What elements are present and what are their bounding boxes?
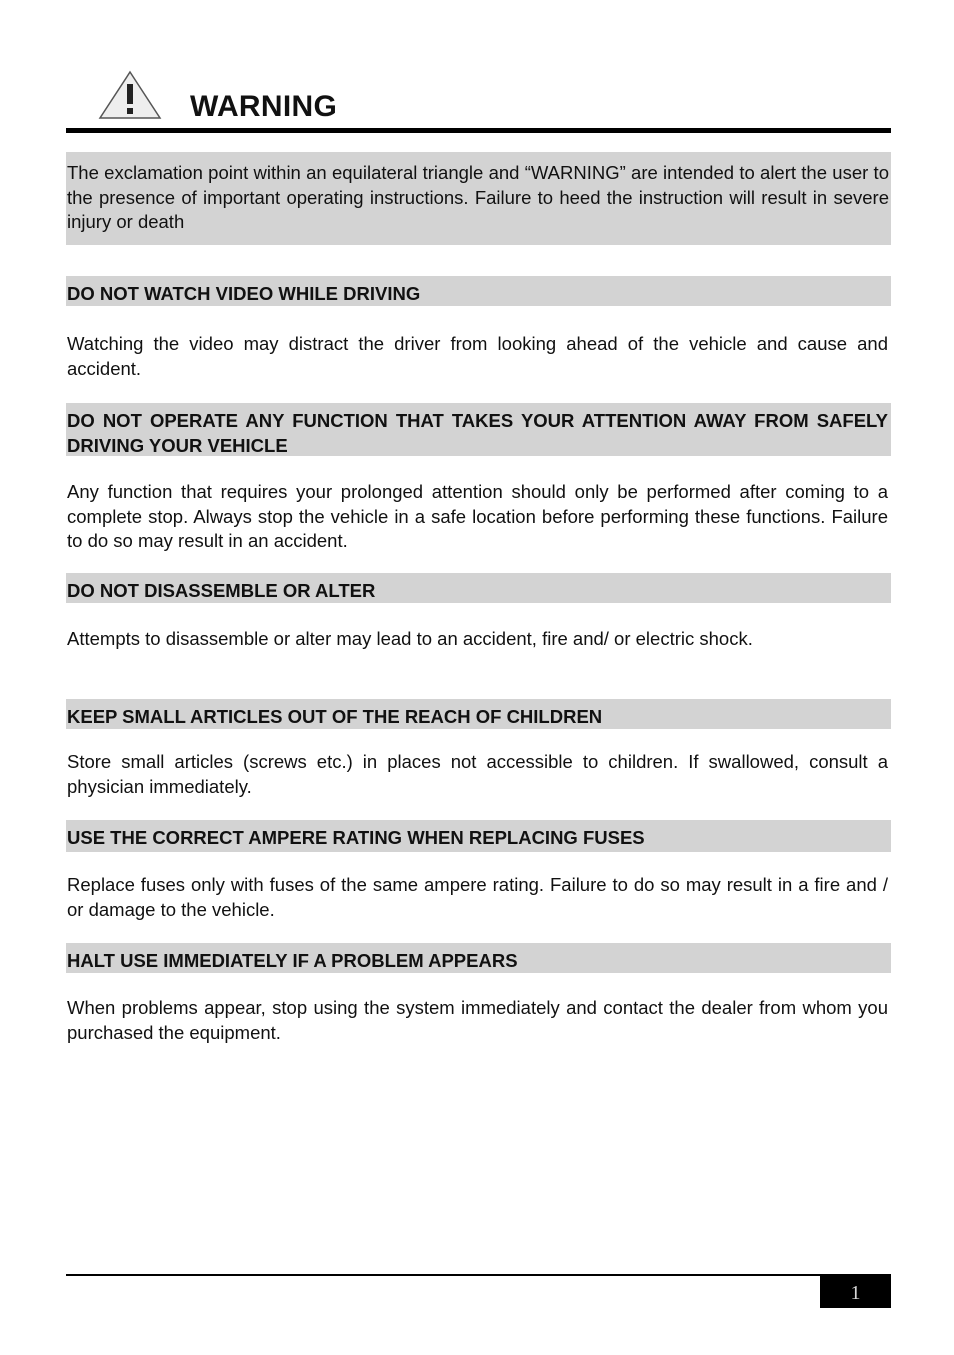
section-body: Any function that requires your prolonged attention should only be performed after coming to a complete stop. Always stop the vehicle in a safe location before performing these functions. Failure to do so may result in an accident. (67, 481, 888, 551)
section-heading: DO NOT WATCH VIDEO WHILE DRIVING (66, 276, 891, 306)
section-heading: KEEP SMALL ARTICLES OUT OF THE REACH OF CHILDREN (66, 699, 891, 729)
warning-triangle-icon (98, 70, 162, 120)
page-header (66, 70, 891, 134)
section-body: Store small articles (screws etc.) in places not accessible to children. If swallowed, consult a physician immediately. (67, 751, 888, 797)
section-body: When problems appear, stop using the system immediately and contact the dealer from whom you purchased the equipment. (67, 997, 888, 1043)
section-heading: DO NOT DISASSEMBLE OR ALTER (66, 573, 891, 603)
page-title: WARNING (190, 90, 338, 123)
section-heading: USE THE CORRECT AMPERE RATING WHEN REPLACING FUSES (66, 820, 891, 852)
section-body: Watching the video may distract the driver from looking ahead of the vehicle and cause and accident. (67, 333, 888, 379)
intro-notice: The exclamation point within an equilateral triangle and “WARNING” are intended to alert the user to the presence of important operating instructions. Failure to heed the instruction will result in severe injury or death (66, 152, 891, 245)
section-body: Attempts to disassemble or alter may lead to an accident, fire and/ or electric shock. (67, 628, 753, 649)
page-number: 1 (820, 1274, 891, 1308)
footer-rule (66, 1274, 891, 1276)
section-heading: HALT USE IMMEDIATELY IF A PROBLEM APPEARS (66, 943, 891, 973)
section-body: Replace fuses only with fuses of the same ampere rating. Failure to do so may result in a fire and / or damage to the vehicle. (67, 874, 888, 920)
section-heading: DO NOT OPERATE ANY FUNCTION THAT TAKES YOUR ATTENTION AWAY FROM SAFELY DRIVING YOUR VEHICLE (66, 403, 891, 456)
header-rule (66, 128, 891, 133)
